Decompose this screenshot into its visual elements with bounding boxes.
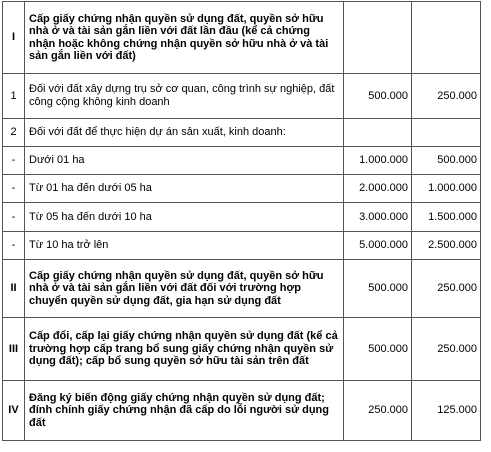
fee-value-2 [412,119,481,147]
fee-value-1: 500.000 [344,318,412,381]
fee-value-2: 2.500.000 [412,232,481,260]
table-row [3,147,481,175]
row-number: 1 [3,74,25,119]
fee-value-2: 1.000.000 [412,175,481,203]
row-number: 2 [3,119,25,147]
table-row [3,318,481,381]
fee-value-1: 500.000 [344,74,412,119]
row-number: IV [3,381,25,441]
fee-value-2: 1.500.000 [412,203,481,232]
table-row [3,260,481,318]
table-row [3,175,481,203]
fee-value-2: 250.000 [412,318,481,381]
row-description: Từ 01 ha đến dưới 05 ha [25,175,344,203]
fee-table [2,1,481,441]
row-number: - [3,175,25,203]
row-description: Từ 05 ha đến dưới 10 ha [25,203,344,232]
table-row [3,203,481,232]
table-row [3,381,481,441]
row-description: Dưới 01 ha [25,147,344,175]
row-number: II [3,260,25,318]
fee-value-1: 3.000.000 [344,203,412,232]
table-row [3,74,481,119]
fee-value-1: 250.000 [344,381,412,441]
row-number: III [3,318,25,381]
fee-value-1: 500.000 [344,260,412,318]
fee-value-1: 2.000.000 [344,175,412,203]
row-description: Cấp giấy chứng nhận quyền sử dụng đất, quyền sở hữu nhà ở và tài sản gắn liền với đất lần đầu (kể cả chứng nhận hoặc không chứng nhận quyền sở hữu nhà ở và tài sản gắn liền với đất) [25,2,344,74]
row-number: - [3,147,25,175]
row-description: Đối với đất để thực hiện dự án sản xuất, kinh doanh: [25,119,344,147]
table-row [3,119,481,147]
fee-value-2: 250.000 [412,260,481,318]
fee-value-2: 125.000 [412,381,481,441]
fee-value-1: 5.000.000 [344,232,412,260]
row-number: - [3,232,25,260]
fee-value-2: 500.000 [412,147,481,175]
row-description: Đối với đất xây dựng trụ sở cơ quan, công trình sự nghiệp, đất công cộng không kinh doanh [25,74,344,119]
row-description: Cấp giấy chứng nhận quyền sử dụng đất, quyền sở hữu nhà ở và tài sản gắn liền với đất đối với trường hợp chuyển quyền sử dụng đất, gia hạn sử dụng đất [25,260,344,318]
fee-value-1 [344,2,412,74]
fee-value-1 [344,119,412,147]
row-description: Đăng ký biến động giấy chứng nhận quyền sử dụng đất; đính chính giấy chứng nhận đã cấp do lỗi người sử dụng đất [25,381,344,441]
table-row [3,232,481,260]
fee-value-2: 250.000 [412,74,481,119]
fee-value-1: 1.000.000 [344,147,412,175]
row-description: Cấp đổi, cấp lại giấy chứng nhận quyền sử dụng đất (kể cả trường hợp cấp trang bổ sung giấy chứng nhận quyền sử dụng đất); cấp bổ sung quyền sở hữu tài sản trên đất [25,318,344,381]
row-description: Từ 10 ha trở lên [25,232,344,260]
table-row [3,2,481,74]
fee-value-2 [412,2,481,74]
row-number: - [3,203,25,232]
row-number: I [3,2,25,74]
